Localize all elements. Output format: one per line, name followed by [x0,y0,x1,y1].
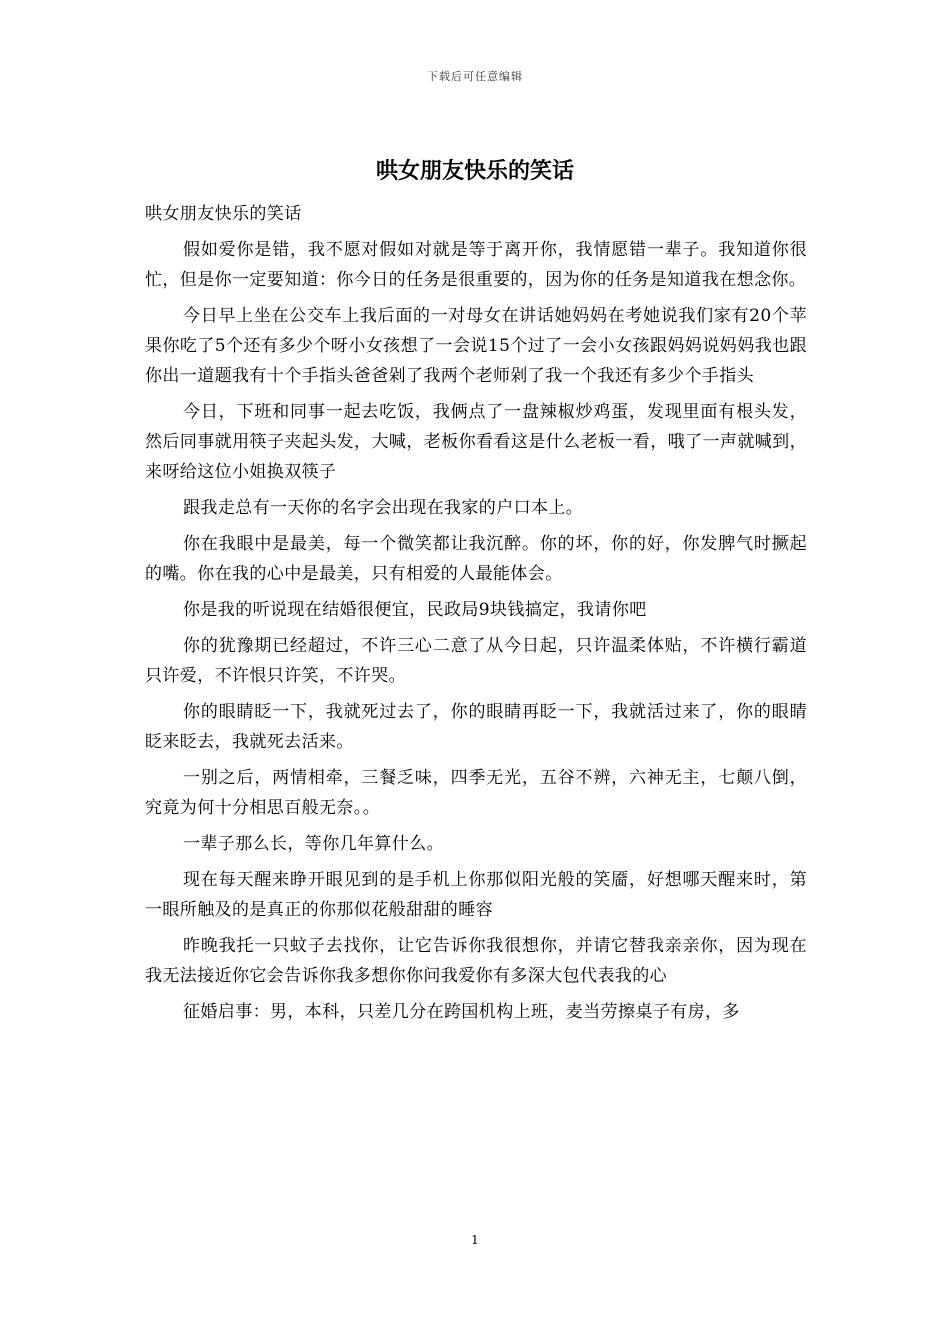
paragraph: 你的眼睛眨一下，我就死过去了，你的眼睛再眨一下，我就活过来了，你的眼睛眨来眨去，我就死去活来。 [145,702,807,752]
paragraph: 你在我眼中是最美，每一个微笑都让我沉醉。你的坏，你的好，你发脾气时撅起的嘴。你在我的心中是最美，只有相爱的人最能体会。 [145,534,807,584]
paragraph: 今日早上坐在公交车上我后面的一对母女在讲话她妈妈在考她说我们家有20个苹果你吃了5个还有多少个呀小女孩想了一会说15个过了一会小女孩跟妈妈说妈妈我也跟你出一道题我有十个手指头爸爸剁了我两个老师剁了我一个我还有多少个手指头 [145,306,807,386]
paragraph: 昨晚我托一只蚊子去找你，让它告诉你我很想你，并请它替我亲亲你，因为现在我无法接近你它会告诉你我多想你你问我爱你有多深大包代表我的心 [145,936,807,986]
page-number: 1 [471,1233,479,1247]
paragraph: 征婚启事：男，本科，只差几分在跨国机构上班，麦当劳擦桌子有房，多 [183,1002,740,1022]
paragraph: 今日，下班和同事一起去吃饭，我俩点了一盘辣椒炒鸡蛋，发现里面有根头发，然后同事就用筷子夹起头发，大喊，老板你看看这是什么老板一看，哦了一声就喊到，来呀给这位小姐换双筷子 [145,402,807,482]
paragraph: 现在每天醒来睁开眼见到的是手机上你那似阳光般的笑靥，好想哪天醒来时，第一眼所触及的是真正的你那似花般甜甜的睡容 [145,870,807,920]
paragraph: 一别之后，两情相牵，三餐乏味，四季无光，五谷不辨，六神无主，七颠八倒，究竟为何十分相思百般无奈。。 [145,768,807,818]
document-body [145,199,807,1033]
document-subtitle: 哄女朋友快乐的笑话 [145,204,302,224]
paragraph: 你的犹豫期已经超过，不许三心二意了从今日起，只许温柔体贴，不许横行霸道只许爱，不许恨只许笑，不许哭。 [145,636,807,686]
document-title: 哄女朋友快乐的笑话 [375,158,574,184]
paragraph: 你是我的听说现在结婚很便宜，民政局9块钱搞定，我请你吧 [183,600,647,620]
page-header-note: 下载后可任意编辑 [427,70,523,83]
paragraph: 跟我走总有一天你的名字会出现在我家的户口本上。 [183,498,584,518]
paragraph: 假如爱你是错，我不愿对假如对就是等于离开你，我情愿错一辈子。我知道你很忙，但是你一定要知道：你今日的任务是很重要的，因为你的任务是知道我在想念你。 [145,240,807,290]
paragraph: 一辈子那么长，等你几年算什么。 [183,834,444,854]
